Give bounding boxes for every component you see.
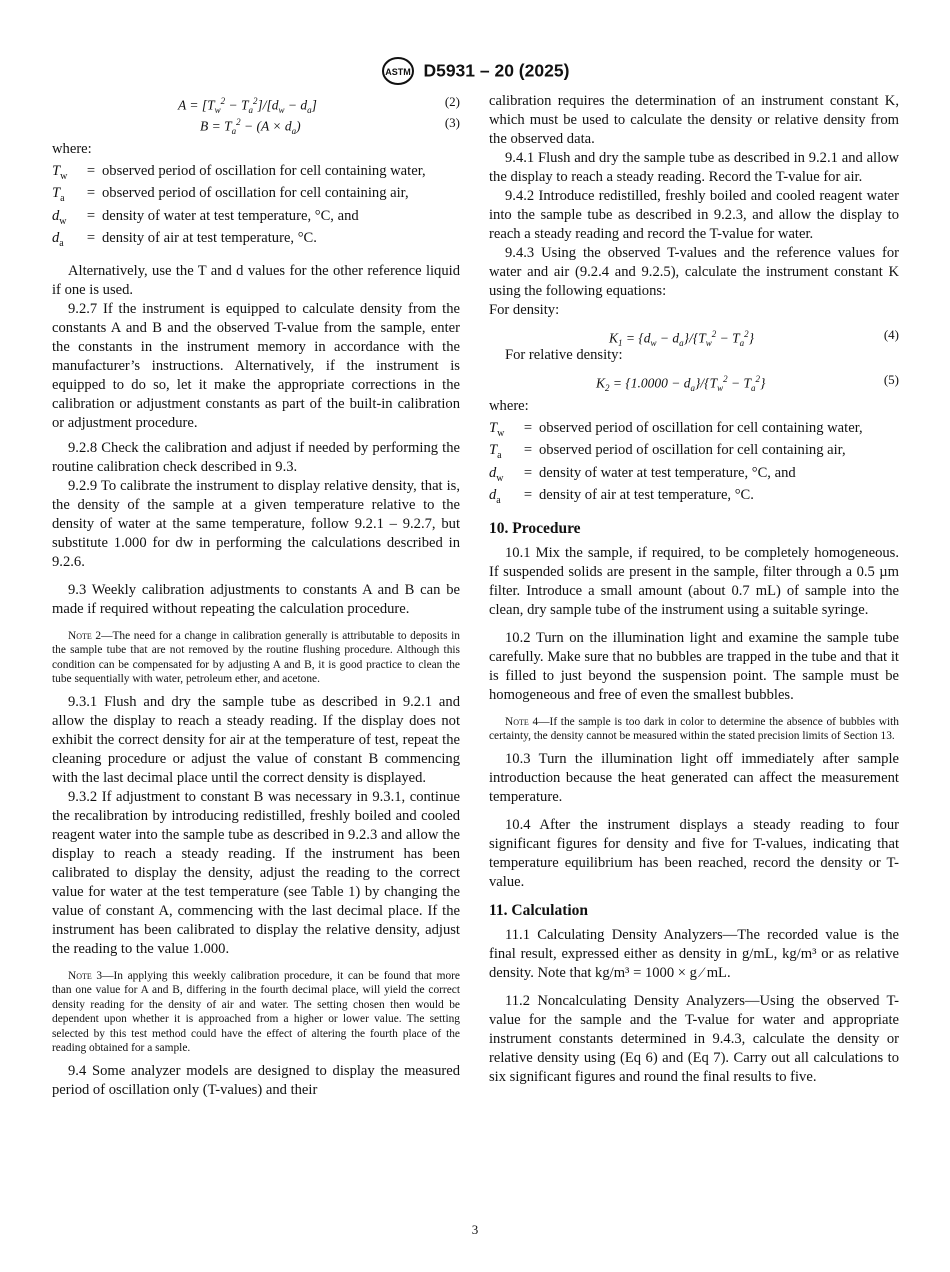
section-10-heading: 10. Procedure bbox=[489, 519, 581, 537]
equation-3-body: $B = T_a^2 - (A \times d_a)$ bbox=[200, 117, 301, 137]
paragraph-11-1: 11.1 Calculating Density Analyzers—The recorded value is the final result, expressed either as density in g/mL, kg/m³ or as relative density. Note that kg/m³ = 1000 × g ⁄ mL. bbox=[489, 926, 899, 981]
note-4 bbox=[489, 715, 899, 744]
paragraph-9-2-9: 9.2.9 To calibrate the instrument to display relative density, that is, the density of the sample at a given temperature relative to the density of water at the same temperature, follow 9.2.1 – 9.2.7, but substitute 1.000 for dw in performing the calculations described in 9.2.6. bbox=[52, 477, 460, 570]
variable-row: $T_a$ = observed period of oscillation for cell containing air, bbox=[489, 442, 846, 462]
equation-2 bbox=[52, 92, 460, 116]
equation-5-number: (5) bbox=[883, 372, 899, 387]
paragraph-9-2-8: 9.2.8 Check the calibration and adjust if needed by performing the routine calibration check described in 9.3. bbox=[52, 439, 460, 475]
paragraph-9-3-2: 9.3.2 If adjustment to constant B was necessary in 9.3.1, continue the recalibration by introducing redistilled, freshly boiled and cooled reagent water into the sample tube as described in 9.2.3 and allow the display to reach a steady reading. If the instrument has been calibrated to display the density, adjust the reading to the correct value for water at the test temperature (see Table 1) by changing the value of constant A, commencing with the last decimal place. If the instrument has been calibrated to display the relative density, adjust the reading to the value 1.000. bbox=[52, 788, 460, 957]
equation-4-body: $K_1 = \{d_w - d_a\}/\{T_w^2 - T_a^2\}$ bbox=[609, 329, 755, 349]
variable-row: $T_w$ = observed period of oscillation for cell containing water, bbox=[489, 420, 863, 439]
paragraph-9-4-2: 9.4.2 Introduce redistilled, freshly boiled and cooled reagent water into the sample tube as described in 9.2.3, and allow the display to reach a steady reading and record the T-value for water. bbox=[489, 188, 899, 242]
equation-2-number: (2) bbox=[444, 94, 460, 109]
note-2 bbox=[52, 629, 460, 687]
page-number: 3 bbox=[471, 1222, 479, 1237]
paragraph-10-3: 10.3 Turn the illumination light off immediately after sample introduction because the heat generated can affect the measurement temperature. bbox=[489, 750, 899, 805]
equation-3-number: (3) bbox=[444, 115, 460, 130]
equation-5-body: $K_2 = \{1.0000 - d_a\}/\{T_w^2 - T_a^2\}$ bbox=[596, 374, 766, 394]
paragraph-9-4-continued: calibration requires the determination of an instrument constant K, which must be used to calculate the density or relative density from the observed data. bbox=[489, 93, 899, 147]
variable-row: $d_w$ = density of water at test temperature, °C, and bbox=[489, 464, 796, 484]
equation-5 bbox=[489, 370, 899, 394]
variable-row: $d_a$ = density of air at test temperature, °C. bbox=[489, 487, 754, 507]
note-3-text: —In applying this weekly calibration procedure, it can be found that more than one value for A and B, differing in the fourth decimal place, will yield the correct density reading for the density of air and water. The setting chosen then would be dependent upon whether it is approached from a higher or lower value. The setting selected by this test method could have the effect of altering the fourth place of the reading obtained for a sample. bbox=[52, 969, 460, 1055]
paragraph-9-4-3: 9.4.3 Using the observed T-values and the reference values for water and air (9.2.4 and 9.2.5), calculate the instrument constant K using the following equations: bbox=[489, 245, 899, 299]
note-3-label: Note 3 bbox=[68, 969, 103, 982]
paragraph-9-3-1: 9.3.1 Flush and dry the sample tube as described in 9.2.1 and allow the display to reach a steady reading. If the display does not exhibit the correct density for air at the temperature of test, repeat the cleaning procedure or adjust the value of constant B commencing with the last decimal place until the correct density is displayed. bbox=[52, 693, 460, 786]
note-3 bbox=[52, 969, 460, 1056]
paragraph-10-1: 10.1 Mix the sample, if required, to be completely homogeneous. If suspended solids are present in the sample, filter through a 0.5 µm filter. Introduce a small amount (about 0.7 mL) of sample into the clean, dry sample tube of the instrument using a suitable syringe. bbox=[489, 544, 899, 618]
right-column bbox=[489, 92, 899, 1087]
where-label: where: bbox=[52, 141, 92, 157]
section-11-heading: 11. Calculation bbox=[489, 901, 589, 919]
paragraph-9-3: 9.3 Weekly calibration adjustments to constants A and B can be made if required without repeating the calculation procedure. bbox=[52, 581, 460, 617]
equation-2-body: $A = [T_w^2 - T_a^2]/[d_w - d_a]$ bbox=[178, 96, 317, 116]
page-header bbox=[0, 56, 950, 86]
for-relative-density-label: For relative density: bbox=[505, 347, 623, 363]
note-2-text: —The need for a change in calibration generally is attributable to deposits in the sample tube that are not removed by the routine flushing procedure. Although this condition can be compensated for by adjusting A and B, it is good practice to clean the tube sequentially with water, petroleum ether, and acetone. bbox=[52, 629, 460, 686]
variable-row: $d_a$ = density of air at test temperature, °C. bbox=[52, 230, 317, 250]
variable-row: $T_a$ = observed period of oscillation for cell containing air, bbox=[52, 185, 409, 205]
note-4-text: —If the sample is too dark in color to determine the absence of bubbles with certainty, the density cannot be measured within the stated precision limits of Section 13. bbox=[489, 715, 899, 743]
equation-4-number: (4) bbox=[883, 327, 899, 342]
svg-text:ASTM: ASTM bbox=[384, 67, 411, 77]
variable-list bbox=[489, 420, 863, 510]
equation-3 bbox=[52, 113, 460, 137]
paragraph-9-2-7: 9.2.7 If the instrument is equipped to calculate density from the constants A and B and the observed T-value from the sample, enter the constants in the instrument memory in accordance with the manufacturer’s instructions. Alternatively, if the instrument is equipped to do so, let it make the appropriate corrections in the calibration or adjustment constants as part of the built-in calibration or adjustment procedure. bbox=[52, 300, 460, 431]
note-4-label: Note 4 bbox=[505, 715, 539, 728]
for-density-label: For density: bbox=[489, 302, 560, 318]
document-designation: D5931 – 20 (2025) bbox=[423, 60, 570, 81]
paragraph-11-2: 11.2 Noncalculating Density Analyzers—Using the observed T-value for the sample and the T-value for water and appropriate instrument constants determined in 9.4.3, calculate the density or relative density using (Eq 6) and (Eq 7). Carry out all calculations to six significant figures and round the final results to five. bbox=[489, 992, 899, 1085]
variable-row: $T_w$ = observed period of oscillation for cell containing water, bbox=[52, 163, 426, 182]
note-2-label: Note 2 bbox=[68, 629, 102, 642]
variable-row: $d_w$ = density of water at test temperature, °C, and bbox=[52, 207, 359, 227]
variable-list bbox=[52, 163, 426, 253]
paragraph-alternatively: Alternatively, use the T and d values for the other reference liquid if one is used. bbox=[52, 262, 460, 298]
where-label: where: bbox=[489, 398, 529, 414]
paragraph-9-4-1: 9.4.1 Flush and dry the sample tube as described in 9.2.1 and allow the display to reach a steady reading. Record the T-value for air. bbox=[489, 150, 899, 185]
astm-logo-icon bbox=[381, 56, 415, 86]
paragraph-10-4: 10.4 After the instrument displays a steady reading to four significant figures for density and five for T-values, indicating that temperature equilibrium has been reached, record the density or T-value. bbox=[489, 816, 899, 890]
paragraph-10-2: 10.2 Turn on the illumination light and examine the sample tube carefully. Make sure that no bubbles are trapped in the tube and that it is filled to just beyond the suspension point. The sample must be homogeneous and free of even the smallest bubbles. bbox=[489, 629, 899, 703]
equation-4 bbox=[489, 325, 899, 349]
paragraph-9-4: 9.4 Some analyzer models are designed to display the measured period of oscillation only (T-values) and their bbox=[52, 1062, 460, 1098]
left-column bbox=[52, 92, 460, 1100]
